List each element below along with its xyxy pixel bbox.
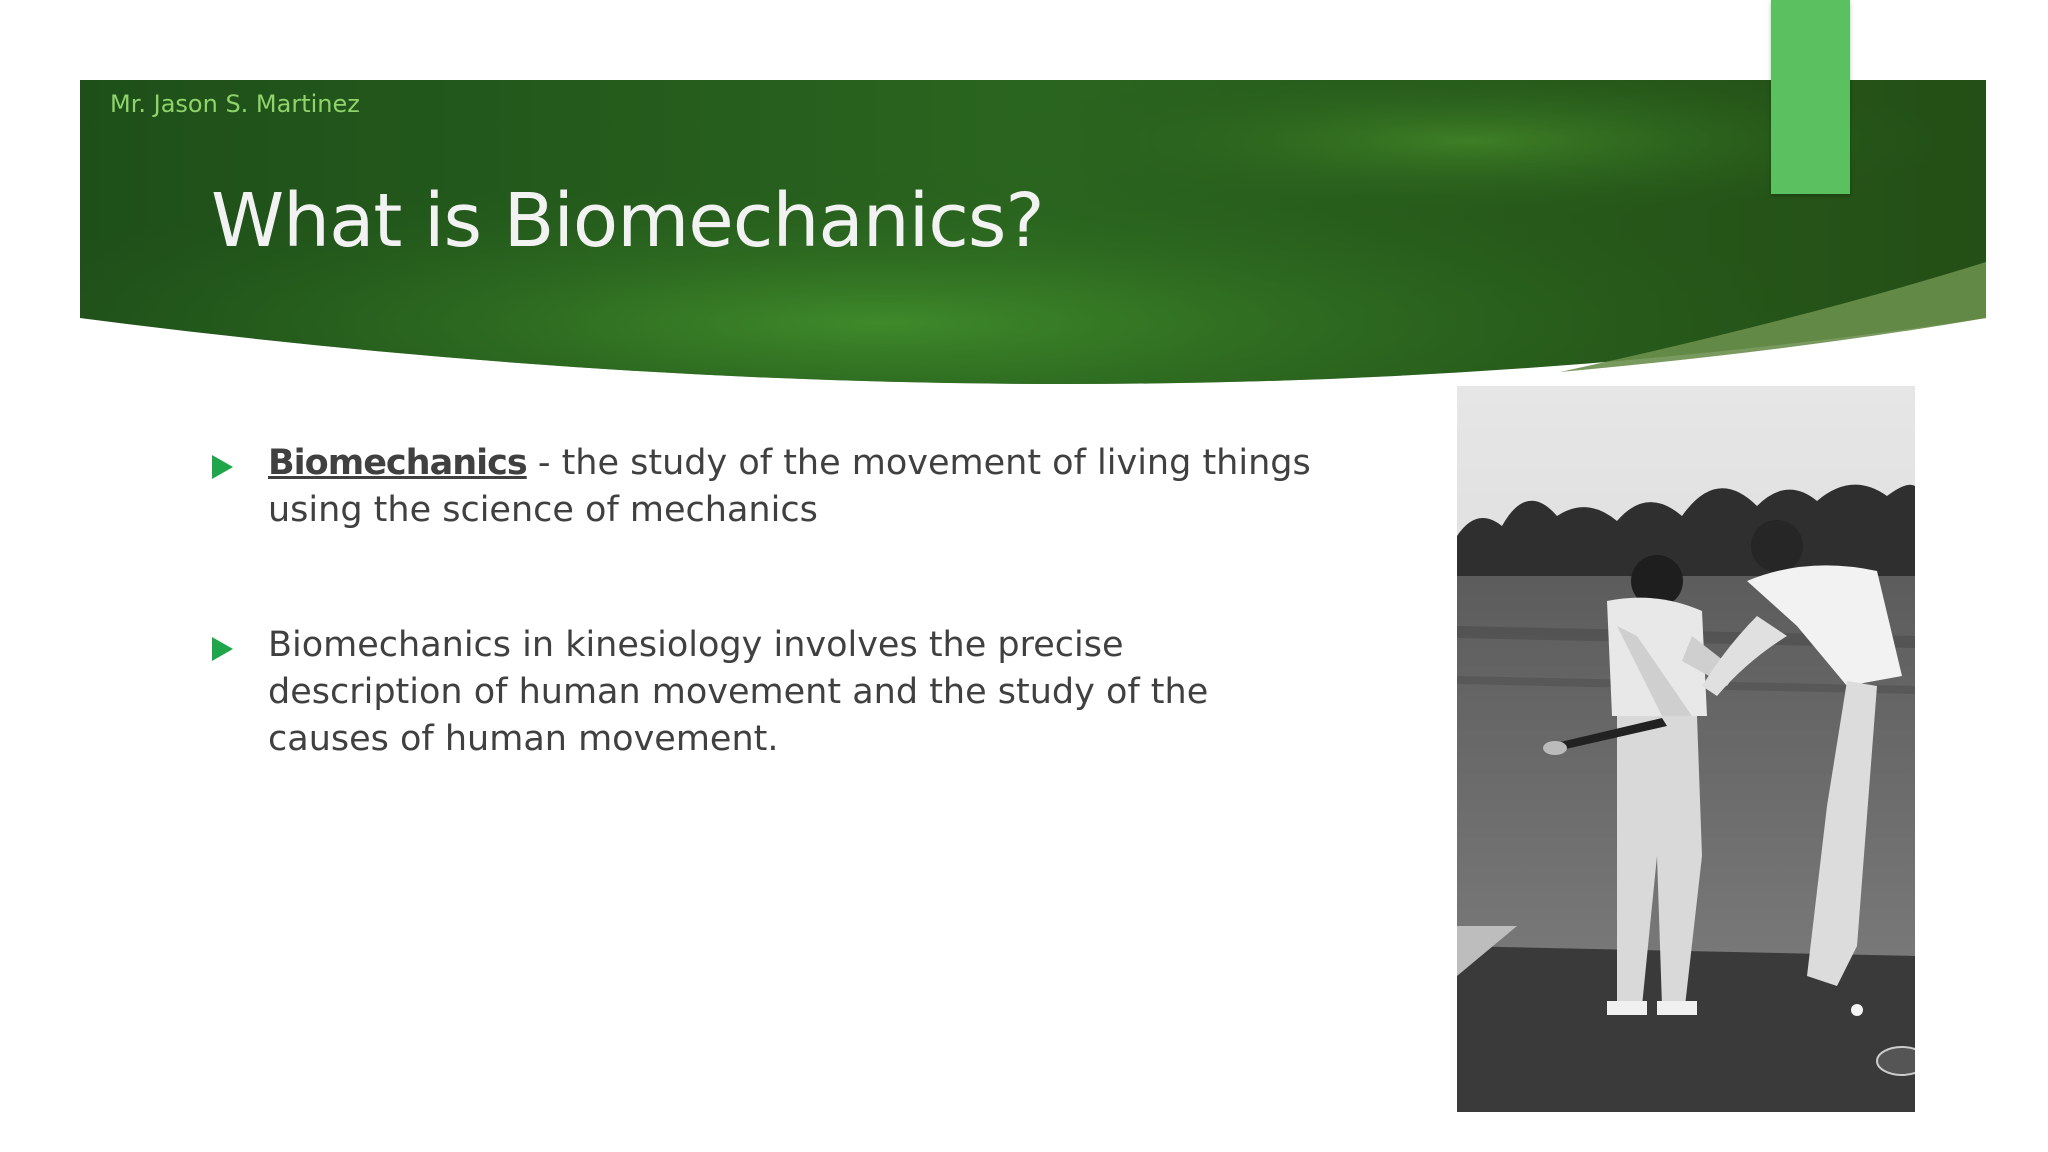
bullet-text: - the study of the movement of living things using the science of mechanics xyxy=(268,443,1311,530)
author-label: Mr. Jason S. Martinez xyxy=(110,90,360,118)
bullet-term: Biomechanics xyxy=(268,443,527,483)
accent-tab xyxy=(1771,0,1850,194)
slide-title: What is Biomechanics? xyxy=(211,178,1044,264)
bullet-list xyxy=(210,440,1320,851)
golf-lesson-photo xyxy=(1457,386,1915,1112)
triangle-right-icon xyxy=(212,455,233,479)
bullet-item xyxy=(210,440,1320,534)
bullet-item xyxy=(210,622,1320,763)
triangle-right-icon xyxy=(212,637,233,661)
bullet-text: Biomechanics in kinesiology involves the precise description of human movement and the study of the causes of human movement. xyxy=(268,625,1209,759)
